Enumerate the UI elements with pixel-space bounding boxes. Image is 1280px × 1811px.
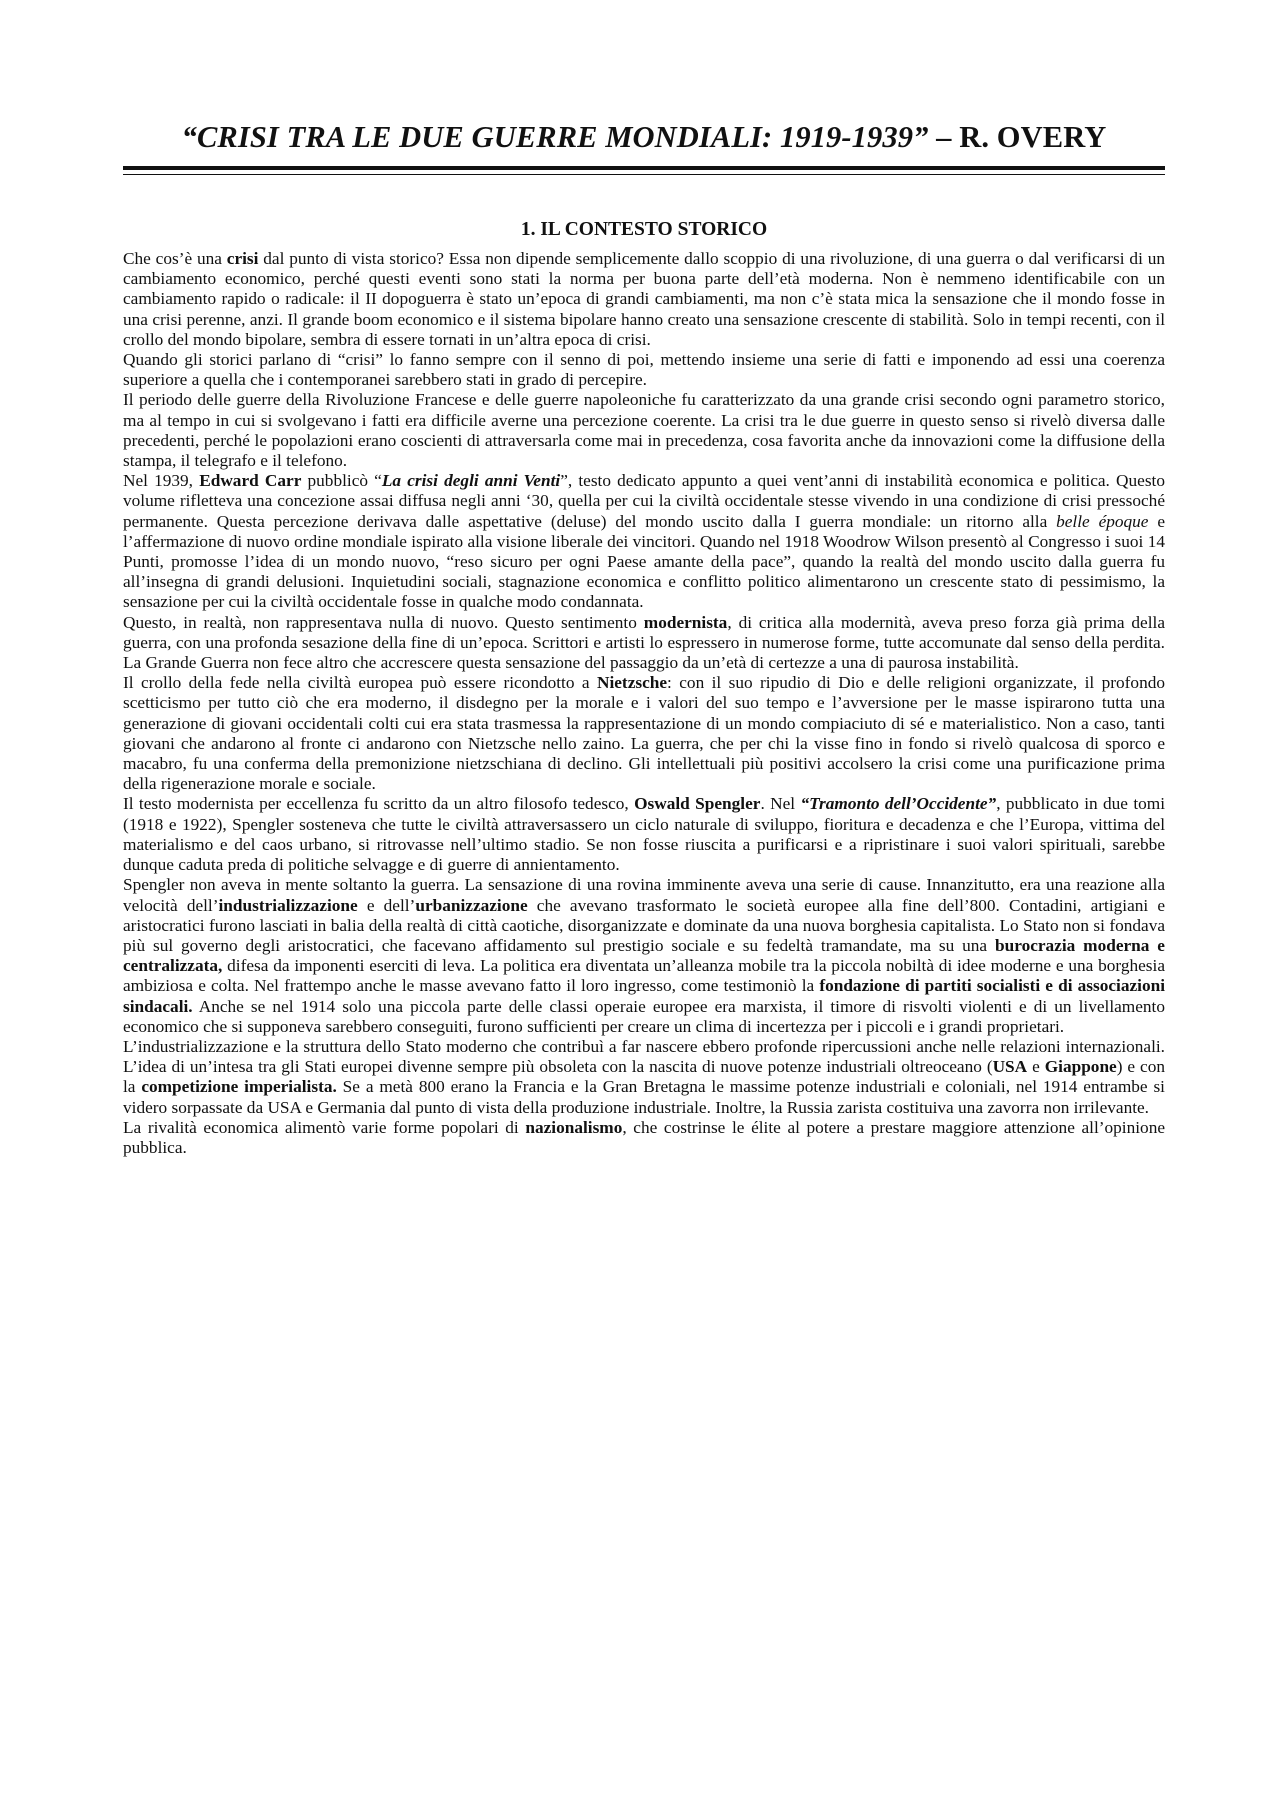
text-run: , che costrinse le élite al potere a prestare maggiore attenzione all’opinione pubblica. xyxy=(123,1117,1166,1157)
emphasized-text: nazionalismo xyxy=(525,1117,623,1137)
emphasized-text: industrializzazione xyxy=(218,895,358,915)
text-run: Questo, in realtà, non rappresentava nulla di nuovo. Questo sentimento xyxy=(123,612,644,632)
document-title-work: “CRISI TRA LE DUE GUERRE MONDIALI: 1919-1939” xyxy=(181,120,929,154)
paragraph xyxy=(123,471,1165,612)
text-run: che avevano trasformato le società europee alla fine dell’800. Contadini, artigiani e aristocratici furono lasciati in balia della realtà di città caotiche, disorganizzate e dominate da una nuova borghesia capitalista. Lo Stato non si fondava più sul governo degli aristocratici, che facevano affidamento sul prestigio sociale e su fedeltà tramandate, ma su una xyxy=(123,895,1166,955)
text-run: ”, testo dedicato appunto a quei vent’anni di instabilità economica e politica. Questo volume rifletteva una concezione assai diffusa negli anni ‘30, quella per cui la civiltà occidentale stesse vivendo in una condizione di crisi pressoché permanente. Questa percezione derivava dalle aspettative (deluse) del mondo uscito dalla I guerra mondiale: un ritorno alla xyxy=(123,471,1165,531)
emphasized-text: crisi xyxy=(226,249,259,268)
emphasized-text: Giappone xyxy=(1044,1057,1117,1077)
text-run: , di critica alla modernità, aveva preso forza già prima della guerra, con una profonda sesazione della fine di un’epoca. Scrittori e artisti lo espressero in numerose forme, tutte accomunate dal senso della perdita. La Grande Guerra non fece altro che accrescere questa sensazione del passaggio da un’età di certezze a una di paurosa instabilità. xyxy=(123,612,1165,673)
emphasized-text: belle époque xyxy=(1056,511,1149,531)
text-run: Quando gli storici parlano di “crisi” lo fanno sempre con il senno di poi, mettendo insieme una serie di fatti e imponendo ad essi una coerenza superiore a quella che i contemporanei sarebbero stati in grado di percepire. xyxy=(123,350,1165,390)
document-title-author: – R. OVERY xyxy=(928,120,1107,154)
emphasized-text: Edward Carr xyxy=(199,471,302,491)
document-title xyxy=(123,118,1165,156)
text-run: : con il suo ripudio di Dio e delle religioni organizzate, il profondo scetticismo per tutto ciò che era moderno, il disdegno per la morale e i valori del suo tempo e l’avversione per le masse ispirarono tutta una generazione di giovani occidentali colti cui era stata trasmessa la rappresentazione di un mondo compiaciuto di sé e materialistico. Non a caso, tanti giovani che andarono al fronte ci andarono con Nietzsche nello zaino. La guerra, che per chi la visse fino in fondo si rivelò qualcosa di sporco e macabro, fu una conferma della premonizione nietzschiana di declino. Gli intellettuali più positivi accolsero la crisi come una purificazione prima della rigenerazione morale e sociale. xyxy=(123,673,1165,794)
emphasized-text: Oswald Spengler xyxy=(634,794,761,814)
text-run: difesa da imponenti eserciti di leva. La politica era diventata un’alleanza mobile tra la piccola nobiltà di idee moderne e una borghesia ambiziosa e colta. Nel frattempo anche le masse avevano fatto il loro ingresso, come testimoniò la xyxy=(123,956,1165,996)
text-run: Il periodo delle guerre della Rivoluzione Francese e delle guerre napoleoniche fu caratterizzato da una grande crisi secondo ogni parametro storico, ma al tempo in cui si svolgevano i fatti era difficile averne una percezione coerente. La crisi tra le due guerre in questo senso si rivelò diversa dalle precedenti, perché le popolazioni erano coscienti di attraversarla come mai in precedenza, cosa favorita anche da innovazioni come la diffusione della stampa, il telegrafo e il telefono. xyxy=(123,390,1165,471)
emphasized-text: La crisi degli anni Venti xyxy=(381,471,561,491)
text-run: Spengler non aveva in mente soltanto la guerra. La sensazione di una rovina imminente aveva una serie di cause. Innanzitutto, era una reazione alla velocità dell’ xyxy=(123,875,1165,915)
emphasized-text: Nietzsche xyxy=(596,673,668,693)
emphasized-text: urbanizzazione xyxy=(415,895,528,915)
paragraph xyxy=(123,613,1165,674)
text-run: e dell’ xyxy=(357,895,416,915)
text-run: e l’affermazione di nuovo ordine mondiale ispirato alla visione liberale dei vincitori. Quando nel 1918 Woodrow Wilson presentò al Congresso i suoi 14 Punti, promosse l’idea di un mondo nuovo, “reso sicuro per ogni Paese amante della pace”, quando la realtà del mondo uscito dalla guerra fu all’insegna di grandi delusioni. Inquietudini sociali, stagnazione economica e conflitto politico alimentarono un crescente stato di pessimismo, la sensazione per cui la civiltà occidentale fosse in qualche modo condannata. xyxy=(123,511,1165,612)
text-run: Anche se nel 1914 solo una piccola parte delle classi operaie europee era marxista, il timore di risvolti violenti e di un livellamento economico che si supponeva sarebbero conseguiti, furono sufficienti per creare un clima di incertezza per i piccoli e i grandi proprietari. xyxy=(123,996,1165,1036)
emphasized-text: fondazione di partiti socialisti e di associazioni sindacali. xyxy=(123,976,1166,1016)
text-run: Il crollo della fede nella civiltà europea può essere ricondotto a xyxy=(123,673,597,693)
paragraph xyxy=(123,794,1165,875)
text-run: pubblicò “ xyxy=(301,471,382,491)
body-text xyxy=(123,249,1165,1158)
text-run: Se a metà 800 erano la Francia e la Gran Bretagna le massime potenze industriali e coloniali, nel 1914 entrambe si videro sorpassate da USA e Germania dal punto di vista della produzione industriale. Inoltre, la Russia zarista costituiva una zavorra non irrilevante. xyxy=(123,1077,1165,1117)
emphasized-text: competizione imperialista. xyxy=(141,1077,337,1097)
text-run: L’industrializzazione e la struttura dello Stato moderno che contribuì a far nascere ebbero profonde ripercussioni anche nelle relazioni internazionali. L’idea di un’intesa tra gli Stati europei divenne sempre più obsoleta con la nascita di nuove potenze industriali oltreoceano ( xyxy=(123,1036,1165,1077)
text-run: e xyxy=(1027,1057,1045,1077)
emphasized-text: USA xyxy=(992,1057,1028,1077)
paragraph xyxy=(123,249,1165,350)
text-run: dal punto di vista storico? Essa non dipende semplicemente dallo scoppio di una rivoluzione, di una guerra o dal verificarsi di un cambiamento economico, perché questi eventi sono stati la norma per buona parte dell’età moderna. Non è nemmeno identificabile con un cambiamento rapido o radicale: il II dopoguerra è stato un’epoca di grandi cambiamenti, ma non c’è stata mica la sensazione che il mondo fosse in una crisi perenne, anzi. Il grande boom economico e il sistema bipolare hanno creato una sensazione crescente di stabilità. Solo in tempi recenti, con il crollo del mondo bipolare, sembra di essere tornati in un’altra epoca di crisi. xyxy=(123,249,1165,349)
section-heading: 1. IL CONTESTO STORICO xyxy=(520,219,768,240)
emphasized-text: “Tramonto dell’Occidente” xyxy=(800,794,997,814)
paragraph xyxy=(123,875,1165,1037)
emphasized-text: burocrazia moderna e centralizzata, xyxy=(123,935,1165,976)
paragraph xyxy=(123,350,1165,390)
document-page xyxy=(123,118,1165,1158)
paragraph xyxy=(123,673,1165,794)
paragraph xyxy=(123,390,1165,471)
emphasized-text: modernista xyxy=(643,612,728,632)
text-run: . Nel xyxy=(760,794,801,814)
text-run: La rivalità economica alimentò varie forme popolari di xyxy=(123,1117,526,1137)
title-double-rule xyxy=(123,166,1165,175)
paragraph xyxy=(123,1118,1165,1158)
text-run: Nel 1939, xyxy=(123,471,200,491)
paragraph xyxy=(123,1037,1165,1118)
text-run: Il testo modernista per eccellenza fu scritto da un altro filosofo tedesco, xyxy=(123,794,635,814)
text-run: , pubblicato in due tomi (1918 e 1922), Spengler sosteneva che tutte le civiltà attraversassero un ciclo naturale di sviluppo, fioritura e decadenza e che l’Europa, vittima del materialismo e del caos urbano, si ritrovasse nell’ultimo stadio. Se non fosse riuscita a purificarsi e a ripristinare i suoi valori spirituali, sarebbe dunque caduta preda di politiche selvagge e di guerre di annientamento. xyxy=(123,794,1165,875)
text-run: ) e con la xyxy=(123,1057,1165,1097)
text-run: Che cos’è una xyxy=(123,249,227,268)
